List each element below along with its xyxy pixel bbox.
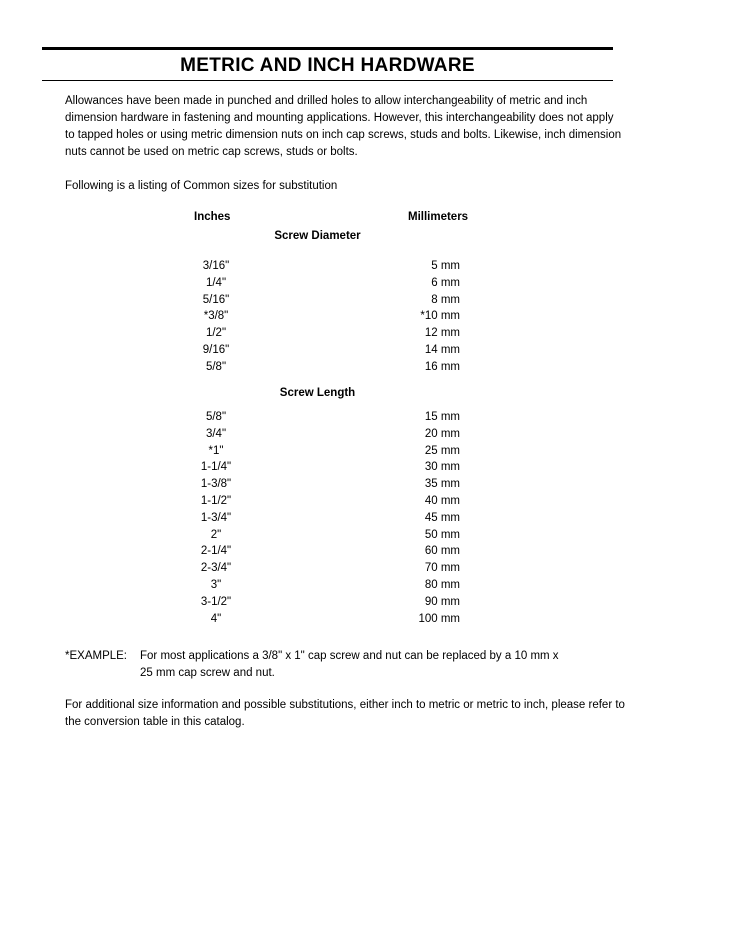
inch-value: 9/16"	[202, 343, 230, 356]
inch-value: 3/4"	[205, 427, 227, 440]
millimeter-value: 14 mm	[424, 343, 460, 356]
inch-value: 2-3/4"	[200, 562, 232, 575]
table-row	[190, 411, 460, 428]
inch-value: *3/8"	[203, 310, 229, 323]
inch-value: 5/8"	[205, 411, 227, 423]
inch-value: 1/2"	[205, 327, 227, 340]
column-header-millimeters: Millimeters	[408, 211, 469, 223]
inch-value: 5/16"	[202, 293, 230, 306]
table-row	[190, 512, 460, 529]
table-row	[190, 495, 460, 512]
intro-paragraph: Allowances have been made in punched and drilled holes to allow interchangeability of metric and inch dimension hardware in fastening and mounting applications. However, this interchangeability does not apply to tapped holes or using metric dimension nuts on inch cap screws, studs and bolts. Likewise, inch dimension nuts cannot be used on metric cap screws, studs or bolts.	[65, 95, 622, 158]
inch-value: 2"	[210, 528, 222, 541]
millimeter-value: 80 mm	[424, 578, 460, 591]
inch-value: 3/16"	[202, 260, 230, 272]
table-row	[190, 478, 460, 495]
table-row	[190, 294, 460, 311]
example-label: *EXAMPLE:	[65, 650, 127, 662]
millimeter-value: 25 mm	[424, 444, 460, 457]
inch-value: 3-1/2"	[200, 595, 232, 608]
page-title: METRIC AND INCH HARDWARE	[180, 55, 475, 76]
millimeter-value: *10 mm	[420, 310, 460, 323]
millimeter-value: 20 mm	[424, 427, 460, 440]
millimeter-value: 12 mm	[424, 327, 460, 340]
screw-length-table	[190, 411, 460, 629]
millimeter-value: 35 mm	[424, 478, 460, 491]
table-row	[190, 596, 460, 613]
inch-value: 1-1/2"	[200, 494, 232, 507]
example-text: For most applications a 3/8" x 1" cap screw and nut can be replaced by a 10 mm x 25 mm cap screw and nut.	[140, 650, 559, 679]
millimeter-value: 6 mm	[431, 276, 460, 289]
table-row	[190, 529, 460, 546]
table-row	[190, 461, 460, 478]
table-row	[190, 613, 460, 630]
table-row	[190, 428, 460, 445]
inch-value: 2-1/4"	[200, 545, 232, 558]
inch-value: 3"	[210, 578, 222, 591]
inch-value: 1-3/4"	[200, 511, 232, 524]
inch-value: *1"	[208, 444, 224, 457]
footer-paragraph: For additional size information and possible substitutions, either inch to metric or metric to inch, please refer to the conversion table in this catalog.	[65, 699, 625, 728]
section-title-screw-length: Screw Length	[279, 387, 356, 399]
table-row	[190, 310, 460, 327]
millimeter-value: 50 mm	[424, 528, 460, 541]
title-underline	[42, 80, 613, 81]
millimeter-value: 8 mm	[431, 293, 460, 306]
table-row	[190, 545, 460, 562]
inch-value: 5/8"	[205, 360, 227, 373]
inch-value: 1-3/8"	[200, 478, 232, 491]
millimeter-value: 60 mm	[424, 545, 460, 558]
section-title-screw-diameter: Screw Diameter	[274, 230, 361, 242]
table-row	[190, 344, 460, 361]
screw-diameter-table	[190, 260, 460, 378]
millimeter-value: 40 mm	[424, 494, 460, 507]
column-header-inches: Inches	[194, 211, 231, 223]
table-row	[190, 579, 460, 596]
millimeter-value: 30 mm	[424, 461, 460, 474]
millimeter-value: 45 mm	[424, 511, 460, 524]
millimeter-value: 90 mm	[424, 595, 460, 608]
table-row	[190, 562, 460, 579]
millimeter-value: 5 mm	[431, 260, 460, 272]
millimeter-value: 70 mm	[424, 562, 460, 575]
table-row	[190, 445, 460, 462]
table-row	[190, 361, 460, 378]
table-row	[190, 260, 460, 277]
inch-value: 1-1/4"	[200, 461, 232, 474]
listing-intro: Following is a listing of Common sizes for substitution	[65, 180, 338, 192]
inch-value: 4"	[210, 612, 222, 625]
inch-value: 1/4"	[205, 276, 227, 289]
millimeter-value: 100 mm	[418, 612, 460, 625]
table-row	[190, 327, 460, 344]
millimeter-value: 16 mm	[424, 360, 460, 373]
millimeter-value: 15 mm	[424, 411, 460, 423]
top-rule	[42, 47, 613, 50]
table-row	[190, 277, 460, 294]
